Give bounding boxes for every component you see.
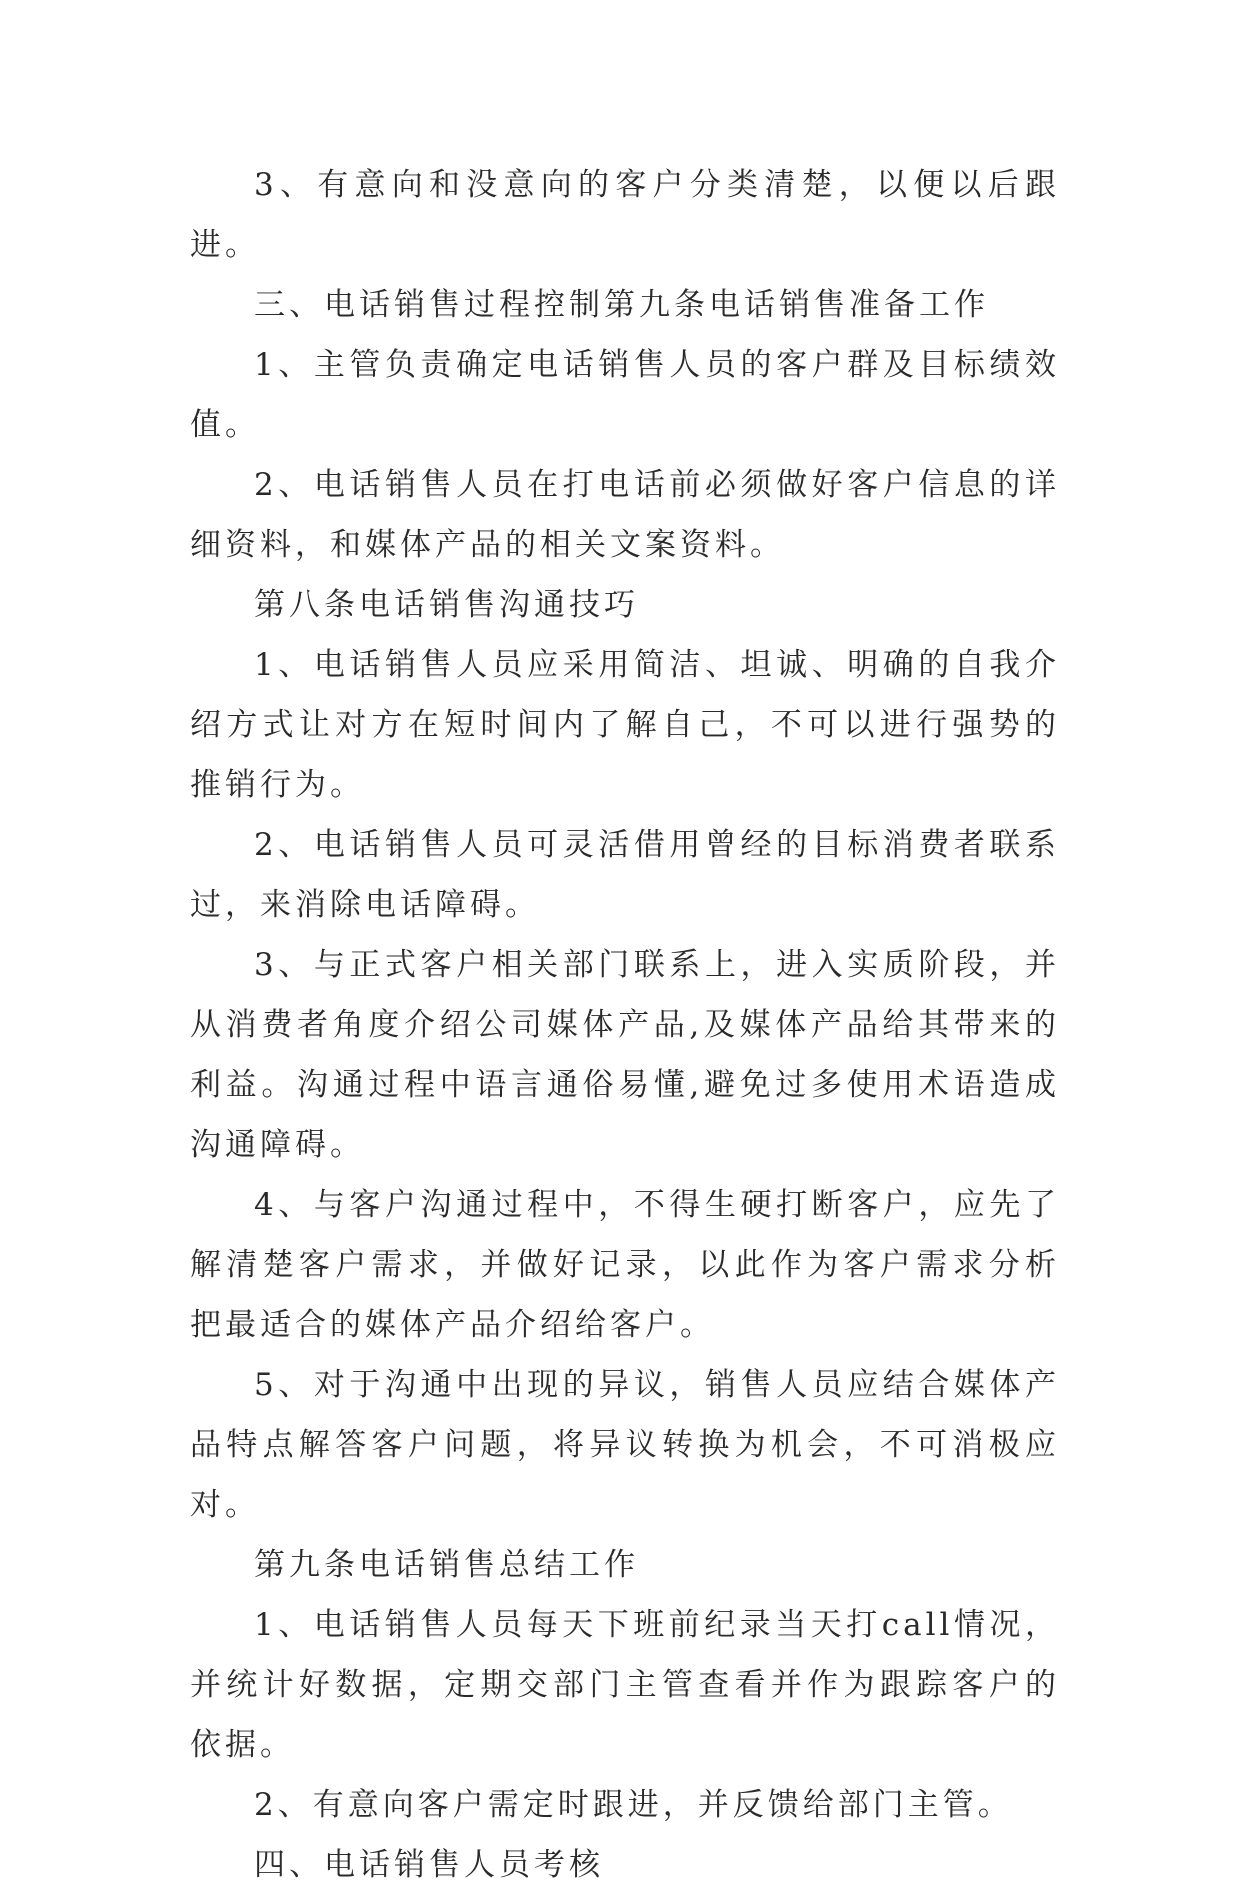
section-heading: 四、电话销售人员考核 bbox=[254, 1847, 604, 1883]
paragraph: 3、与正式客户相关部门联系上，进入实质阶段，并从消费者角度介绍公司媒体产品,及媒体产品给其带来的利益。沟通过程中语言通俗易懂,避免过多使用术语造成沟通障碍。 bbox=[190, 947, 1060, 1163]
section-heading: 三、电话销售过程控制第九条电话销售准备工作 bbox=[254, 287, 989, 323]
paragraph: 2、电话销售人员在打电话前必须做好客户信息的详细资料，和媒体产品的相关文案资料。 bbox=[190, 467, 1060, 563]
paragraph: 3、有意向和没意向的客户分类清楚，以便以后跟进。 bbox=[190, 167, 1060, 263]
paragraph: 1、电话销售人员应采用简洁、坦诚、明确的自我介绍方式让对方在短时间内了解自己，不可以进行强势的推销行为。 bbox=[190, 647, 1060, 803]
paragraph: 2、有意向客户需定时跟进，并反馈给部门主管。 bbox=[254, 1787, 1013, 1823]
article-heading: 第八条电话销售沟通技巧 bbox=[254, 587, 639, 623]
paragraph: 1、电话销售人员每天下班前纪录当天打call情况，并统计好数据，定期交部门主管查看并作为跟踪客户的依据。 bbox=[190, 1607, 1060, 1763]
paragraph: 4、与客户沟通过程中，不得生硬打断客户，应先了解清楚客户需求，并做好记录，以此作为客户需求分析把最适合的媒体产品介绍给客户。 bbox=[190, 1187, 1060, 1343]
paragraph: 2、电话销售人员可灵活借用曾经的目标消费者联系过，来消除电话障碍。 bbox=[190, 827, 1060, 923]
paragraph: 1、主管负责确定电话销售人员的客户群及目标绩效值。 bbox=[190, 347, 1060, 443]
article-heading: 第九条电话销售总结工作 bbox=[254, 1547, 639, 1583]
paragraph: 5、对于沟通中出现的异议，销售人员应结合媒体产品特点解答客户问题，将异议转换为机会，不可消极应对。 bbox=[190, 1367, 1060, 1523]
document-body bbox=[190, 155, 1060, 1895]
